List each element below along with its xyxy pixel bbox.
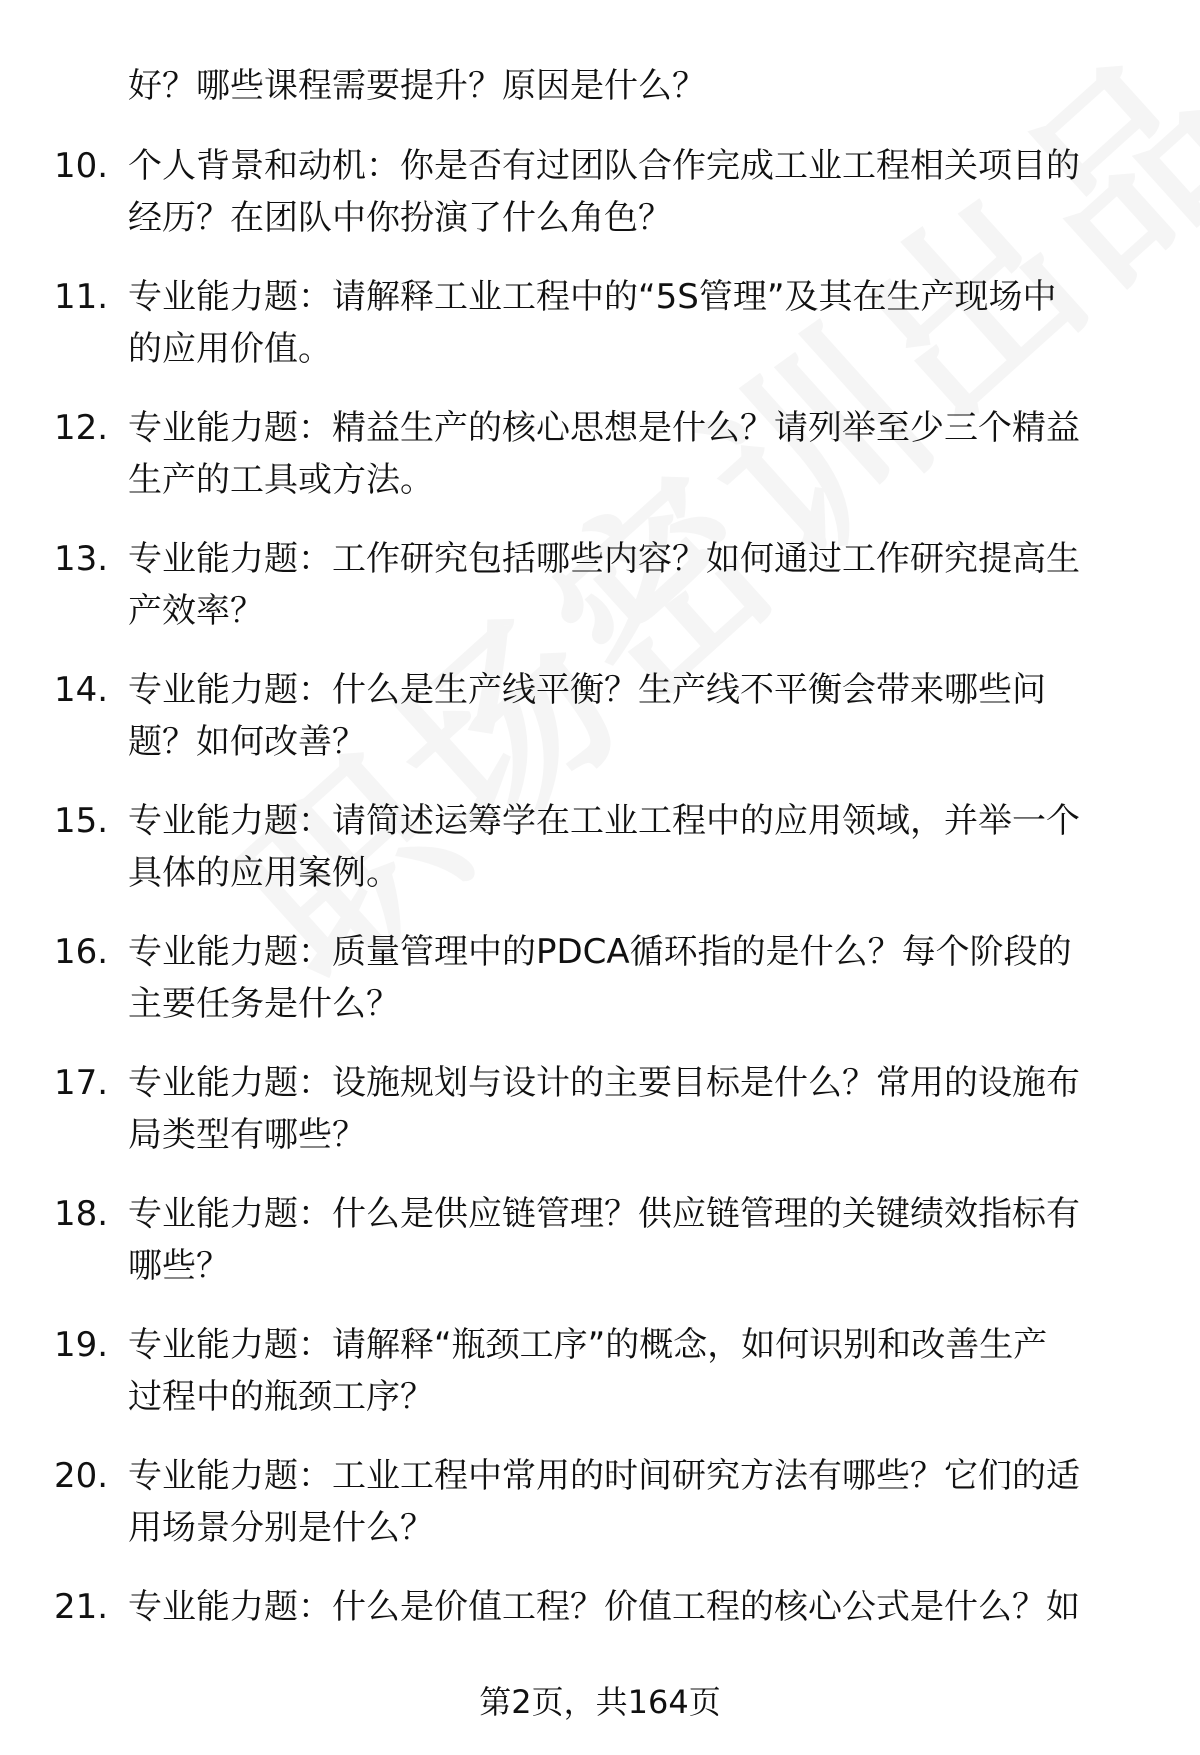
question-number: 15. bbox=[54, 801, 109, 841]
question-number: 14. bbox=[54, 670, 109, 710]
question-text: 专业能力题：设施规划与设计的主要目标是什么？常用的设施布 局类型有哪些？ bbox=[128, 1063, 1080, 1155]
question-text: 专业能力题：请解释工业工程中的“5S管理”及其在生产现场中 的应用价值。 bbox=[128, 277, 1057, 369]
list-item bbox=[0, 533, 1200, 664]
question-number: 12. bbox=[54, 408, 109, 448]
question-text: 专业能力题：什么是价值工程？价值工程的核心公式是什么？如 bbox=[128, 1587, 1080, 1627]
question-text: 专业能力题：请简述运筹学在工业工程中的应用领域，并举一个 具体的应用案例。 bbox=[128, 801, 1080, 893]
question-text: 专业能力题：什么是供应链管理？供应链管理的关键绩效指标有 哪些？ bbox=[128, 1194, 1080, 1286]
continued-question-text: 好？哪些课程需要提升？原因是什么？ bbox=[128, 66, 706, 106]
question-text: 专业能力题：请解释“瓶颈工序”的概念，如何识别和改善生产 过程中的瓶颈工序？ bbox=[128, 1325, 1048, 1417]
question-text: 专业能力题：工作研究包括哪些内容？如何通过工作研究提高生 产效率？ bbox=[128, 539, 1080, 631]
list-item bbox=[0, 271, 1200, 402]
list-item bbox=[0, 140, 1200, 271]
question-number: 20. bbox=[54, 1456, 109, 1496]
question-number: 16. bbox=[54, 932, 109, 972]
question-number: 21. bbox=[54, 1587, 109, 1627]
list-item bbox=[0, 1450, 1200, 1581]
question-text: 专业能力题：工业工程中常用的时间研究方法有哪些？它们的适 用场景分别是什么？ bbox=[128, 1456, 1080, 1548]
question-number: 18. bbox=[54, 1194, 109, 1234]
list-item bbox=[0, 926, 1200, 1057]
question-text: 专业能力题：质量管理中的PDCA循环指的是什么？每个阶段的 主要任务是什么？ bbox=[128, 932, 1072, 1024]
question-number: 11. bbox=[54, 277, 109, 317]
list-item bbox=[0, 1057, 1200, 1188]
question-number: 19. bbox=[54, 1325, 109, 1365]
list-item bbox=[0, 1319, 1200, 1450]
page-number-footer: 第2页，共164页 bbox=[479, 1683, 721, 1721]
question-text: 专业能力题：什么是生产线平衡？生产线不平衡会带来哪些问 题？如何改善？ bbox=[128, 670, 1046, 762]
question-text: 专业能力题：精益生产的核心思想是什么？请列举至少三个精益 生产的工具或方法。 bbox=[128, 408, 1080, 500]
question-number: 13. bbox=[54, 539, 109, 579]
list-item bbox=[0, 664, 1200, 795]
list-item bbox=[0, 1188, 1200, 1319]
question-list bbox=[0, 140, 1200, 1712]
list-item bbox=[0, 402, 1200, 533]
question-number: 17. bbox=[54, 1063, 109, 1103]
question-text: 个人背景和动机：你是否有过团队合作完成工业工程相关项目的 经历？在团队中你扮演了什么角色？ bbox=[128, 146, 1080, 238]
question-number: 10. bbox=[54, 146, 109, 186]
list-item bbox=[0, 795, 1200, 926]
